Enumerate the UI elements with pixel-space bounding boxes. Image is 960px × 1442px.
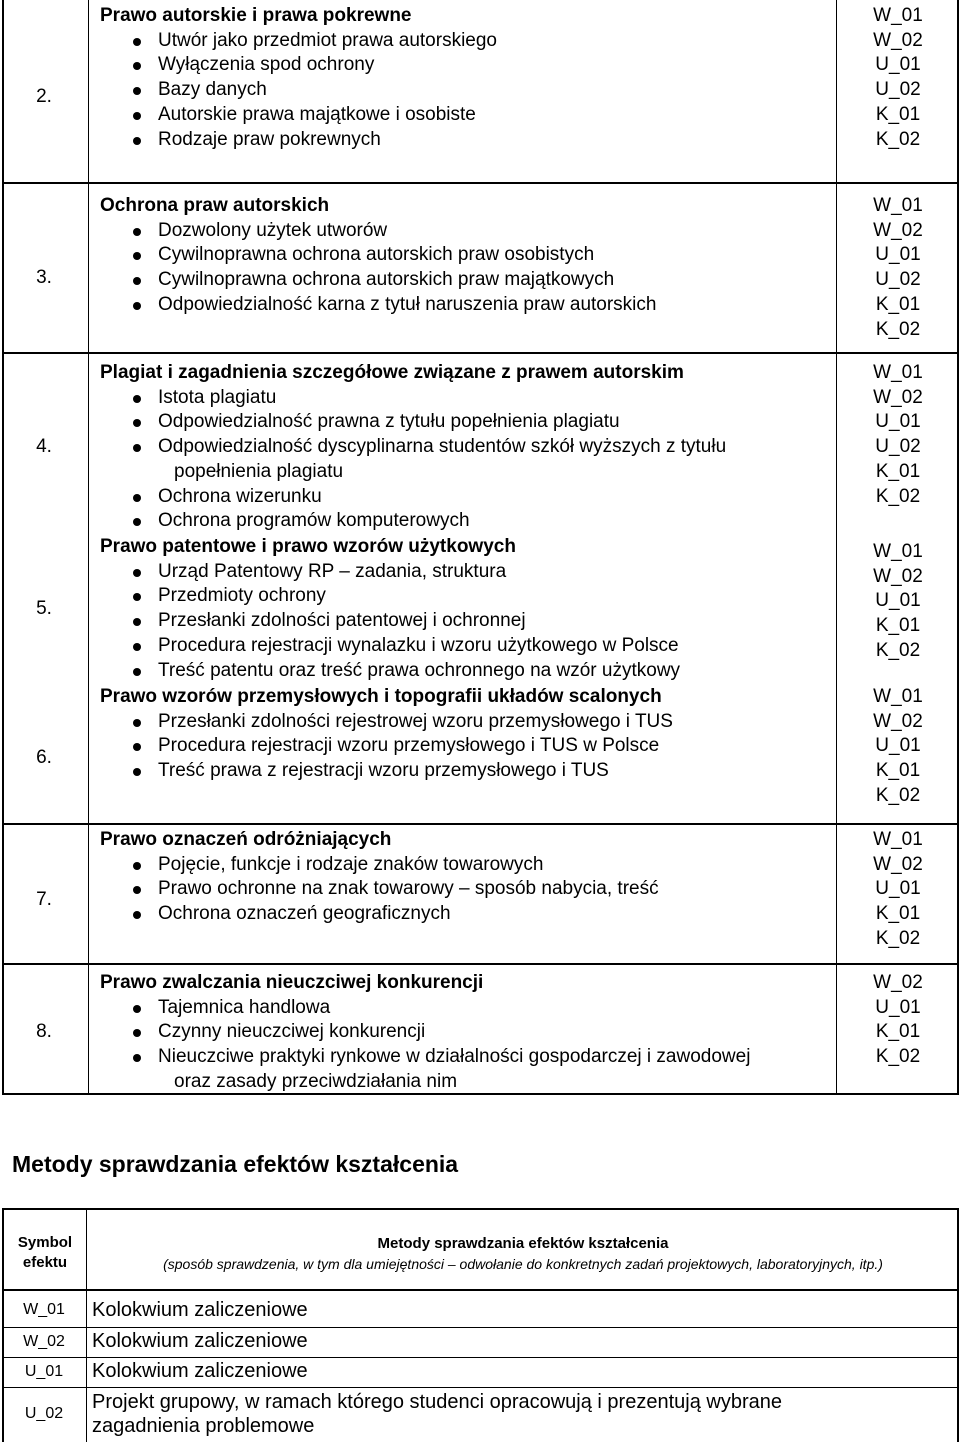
effect-symbol: U_01 xyxy=(24,1363,64,1380)
effect-codes xyxy=(838,194,958,342)
topic-title: Prawo autorskie i prawa pokrewne xyxy=(100,5,412,26)
effect-code: W_02 xyxy=(873,29,923,51)
topic-number: 8. xyxy=(36,1021,52,1042)
list-item: Przesłanki zdolności rejestrowej wzoru przemysłowego i TUS xyxy=(100,710,830,735)
effect-code: K_02 xyxy=(875,639,921,661)
list-item: Cywilnoprawna ochrona autorskich praw majątkowych xyxy=(100,268,830,293)
method-text: Projekt grupowy, w ramach którego studenci opracowują i prezentują wybrane zagadnienia problemowe xyxy=(92,1391,782,1437)
topic-items xyxy=(100,219,830,318)
topic-title: Prawo wzorów przemysłowych i topografii układów scalonych xyxy=(100,686,662,707)
effect-code: K_02 xyxy=(875,485,921,507)
topic-block xyxy=(100,685,830,784)
effect-code: K_01 xyxy=(875,903,921,925)
effect-codes xyxy=(838,4,958,152)
topic-number: 5. xyxy=(36,598,52,619)
effect-code: K_01 xyxy=(875,103,921,125)
list-item: Istota plagiatu xyxy=(100,386,830,411)
topic-block xyxy=(100,971,830,1095)
effect-code: K_01 xyxy=(875,293,921,315)
list-item: Utwór jako przedmiot prawa autorskiego xyxy=(100,29,830,54)
topic-items xyxy=(100,29,830,153)
effect-code: K_02 xyxy=(875,784,921,806)
topic-number: 2. xyxy=(36,86,52,107)
effect-code: W_02 xyxy=(873,972,923,993)
list-item xyxy=(100,1045,830,1094)
effect-code: W_01 xyxy=(873,5,923,26)
topic-number: 7. xyxy=(36,889,52,910)
topic-block xyxy=(100,194,830,318)
methods-header xyxy=(90,1234,956,1274)
effect-code: W_02 xyxy=(873,710,923,732)
effect-code: K_01 xyxy=(875,760,921,782)
list-item xyxy=(100,435,830,484)
list-item: Ochrona programów komputerowych xyxy=(100,509,830,534)
list-item-continuation: popełnienia plagiatu xyxy=(174,460,344,482)
topic-number: 6. xyxy=(36,747,52,768)
topic-items xyxy=(100,386,830,534)
effect-symbol: W_01 xyxy=(23,1301,65,1318)
topic-items xyxy=(100,996,830,1095)
symbol-header-line: efektu xyxy=(22,1254,68,1271)
list-item: Odpowiedzialność prawna z tytułu popełnienia plagiatu xyxy=(100,410,830,435)
effect-code: U_02 xyxy=(875,436,921,458)
effect-code: W_01 xyxy=(873,686,923,707)
effect-code: K_01 xyxy=(875,615,921,637)
list-item-text: Nieuczciwe praktyki rynkowe w działalności gospodarczej i zawodowej xyxy=(158,1046,751,1068)
list-item: Bazy danych xyxy=(100,78,830,103)
effect-code: U_01 xyxy=(875,878,921,900)
method-text: Kolokwium zaliczeniowe xyxy=(92,1360,308,1382)
effect-code: K_02 xyxy=(875,927,921,949)
methods-header-title: Metody sprawdzania efektów kształcenia xyxy=(377,1235,669,1252)
list-item: Wyłączenia spod ochrony xyxy=(100,53,830,78)
effect-code: U_02 xyxy=(875,79,921,101)
topic-block xyxy=(100,535,830,683)
topic-items xyxy=(100,710,830,784)
effect-code: K_01 xyxy=(875,1021,921,1043)
list-item: Treść prawa z rejestracji wzoru przemysłowego i TUS xyxy=(100,759,830,784)
topic-block xyxy=(100,361,830,534)
effect-code: U_01 xyxy=(875,411,921,433)
effect-codes xyxy=(838,540,958,664)
list-item: Prawo ochronne na znak towarowy – sposób nabycia, treść xyxy=(100,877,830,902)
list-item: Ochrona wizerunku xyxy=(100,485,830,510)
effect-code: W_01 xyxy=(873,195,923,216)
list-item: Ochrona oznaczeń geograficznych xyxy=(100,902,830,927)
topic-title: Plagiat i zagadnienia szczegółowe związane z prawem autorskim xyxy=(100,362,684,383)
effect-code: K_02 xyxy=(875,1046,921,1068)
effect-code: U_02 xyxy=(875,269,921,291)
effect-code: W_01 xyxy=(873,541,923,562)
effect-code: U_01 xyxy=(875,735,921,757)
list-item: Rodzaje praw pokrewnych xyxy=(100,128,830,153)
topic-title: Prawo zwalczania nieuczciwej konkurencji xyxy=(100,972,484,993)
list-item: Urząd Patentowy RP – zadania, struktura xyxy=(100,560,830,585)
list-item: Procedura rejestracji wynalazku i wzoru użytkowego w Polsce xyxy=(100,634,830,659)
effect-code: W_02 xyxy=(873,219,923,241)
effect-code: W_02 xyxy=(873,565,923,587)
effect-code: U_01 xyxy=(875,590,921,612)
list-item: Autorskie prawa majątkowe i osobiste xyxy=(100,103,830,128)
effect-code: W_01 xyxy=(873,829,923,850)
list-item: Czynny nieuczciwej konkurencji xyxy=(100,1020,830,1045)
effect-codes xyxy=(838,828,958,952)
method-text: Kolokwium zaliczeniowe xyxy=(92,1299,308,1321)
topic-block xyxy=(100,4,830,152)
symbol-header-line: Symbol xyxy=(17,1234,73,1251)
topic-number: 4. xyxy=(36,436,52,457)
list-item: Procedura rejestracji wzoru przemysłowego i TUS w Polsce xyxy=(100,734,830,759)
effect-symbol: W_02 xyxy=(23,1333,65,1350)
section-title: Metody sprawdzania efektów kształcenia xyxy=(12,1151,459,1177)
effect-codes xyxy=(838,685,958,809)
list-item-text: Odpowiedzialność dyscyplinarna studentów szkół wyższych z tytułu xyxy=(158,436,727,458)
effect-codes xyxy=(838,361,958,509)
topic-block xyxy=(100,828,830,927)
topic-title: Prawo oznaczeń odróżniających xyxy=(100,829,392,850)
list-item: Przesłanki zdolności patentowej i ochronnej xyxy=(100,609,830,634)
effect-codes xyxy=(838,971,958,1070)
list-item: Odpowiedzialność karna z tytuł naruszenia praw autorskich xyxy=(100,293,830,318)
topic-items xyxy=(100,560,830,684)
list-item: Cywilnoprawna ochrona autorskich praw osobistych xyxy=(100,243,830,268)
effect-code: U_01 xyxy=(875,996,921,1018)
effect-code: K_02 xyxy=(875,318,921,340)
list-item: Pojęcie, funkcje i rodzaje znaków towarowych xyxy=(100,853,830,878)
effect-code: W_02 xyxy=(873,386,923,408)
effect-code: K_01 xyxy=(875,460,921,482)
effect-code: W_02 xyxy=(873,853,923,875)
effect-code: U_01 xyxy=(875,244,921,266)
topic-number: 3. xyxy=(36,267,52,288)
topic-items xyxy=(100,853,830,927)
list-item: Treść patentu oraz treść prawa ochronnego na wzór użytkowy xyxy=(100,659,830,684)
list-item: Dozwolony użytek utworów xyxy=(100,219,830,244)
topic-title: Ochrona praw autorskich xyxy=(100,195,330,216)
list-item: Tajemnica handlowa xyxy=(100,996,830,1021)
method-text: Kolokwium zaliczeniowe xyxy=(92,1330,308,1352)
symbol-header xyxy=(4,1233,86,1273)
effect-code: U_01 xyxy=(875,54,921,76)
topic-title: Prawo patentowe i prawo wzorów użytkowych xyxy=(100,536,516,557)
methods-header-subtitle: (sposób sprawdzenia, w tym dla umiejętności – odwołanie do konkretnych zadań projektowych, laboratoryjnych, itp.) xyxy=(163,1256,883,1272)
effect-symbol: U_02 xyxy=(24,1405,64,1422)
effect-code: W_01 xyxy=(873,362,923,383)
list-item: Przedmioty ochrony xyxy=(100,584,830,609)
list-item-continuation: oraz zasady przeciwdziałania nim xyxy=(174,1070,458,1092)
effect-code: K_02 xyxy=(875,128,921,150)
